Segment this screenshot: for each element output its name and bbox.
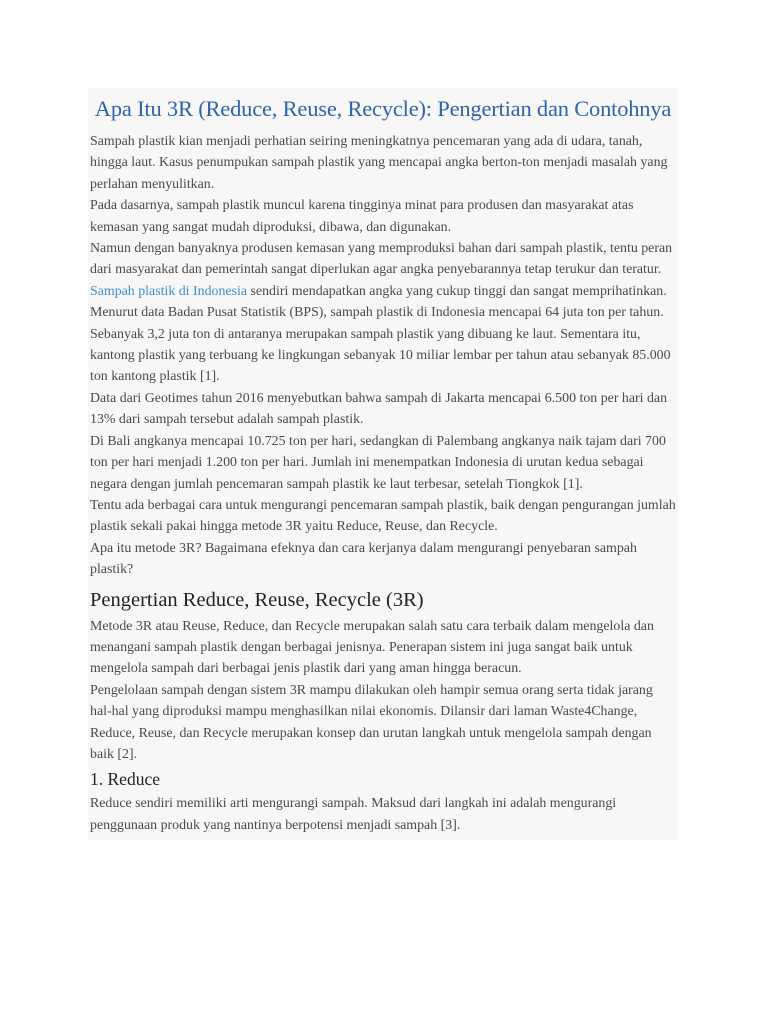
paragraph-subsection-1: Reduce sendiri memiliki arti mengurangi sampah. Maksud dari langkah ini adalah mengurangi penggunaan produk yang nantinya berpotensi menjadi sampah [3]. [90, 796, 617, 833]
section-heading: Pengertian Reduce, Reuse, Recycle (3R) [90, 588, 424, 611]
paragraph-body-2: Data dari Geotimes tahun 2016 menyebutkan bahwa sampah di Jakarta mencapai 6.500 ton per hari dan 13% dari sampah tersebut adalah sampah plastik. [90, 390, 668, 428]
paragraph-intro-2: Pada dasarnya, sampah plastik muncul karena tingginya minat para produsen dan masyarakat atas kemasan yang sangat mudah diproduksi, dibawa, dan digunakan. [90, 198, 634, 235]
paragraph-intro-1: Sampah plastik kian menjadi perhatian seiring meningkatnya pencemaran yang ada di udara, tanah, hingga laut. Kasus penumpukan sampah plastik yang mencapai angka berton-ton menjadi masalah yang perlahan menyulitkan. [90, 134, 668, 192]
paragraph-body-3: Di Bali angkanya mencapai 10.725 ton per hari, sedangkan di Palembang angkanya naik tajam dari 700 ton per hari menjadi 1.200 ton per hari. Jumlah ini menempatkan Indonesia di urutan kedua sebagai negara dengan jumlah pencemaran sampah plastik ke laut terbesar, setelah Tiongkok [1]. [90, 433, 666, 492]
paragraph-plastic-indonesia [90, 281, 676, 324]
paragraph-body-5: Apa itu metode 3R? Bagaimana efeknya dan cara kerjanya dalam mengurangi penyebaran sampah plastik? [90, 540, 637, 578]
link-sampah-plastik-indonesia[interactable]: Sampah plastik di Indonesia [90, 283, 248, 299]
paragraph-section-1: Metode 3R atau Reuse, Reduce, dan Recycle merupakan salah satu cara terbaik dalam mengelola dan menangani sampah plastik dengan berbagai jenisnya. Penerapan sistem ini juga sangat baik untuk mengelola sampah dari berbagai jenis plastik dari yang aman hingga beracun. [90, 618, 654, 677]
subsection-heading: 1. Reduce [90, 769, 160, 790]
article-title: Apa Itu 3R (Reduce, Reuse, Recycle): Pengertian dan Contohnya [94, 96, 672, 121]
paragraph-intro-3: Namun dengan banyaknya produsen kemasan yang memproduksi bahan dari sampah plastik, tentu peran dari masyarakat dan pemerintah sangat diperlukan agar angka penyebarannya tetap terukur dan teratur. [90, 241, 673, 278]
document-page [88, 88, 678, 840]
paragraph-plastic-indonesia-text: sendiri mendapatkan angka yang cukup tinggi dan sangat memprihatinkan. Menurut data Badan Pusat Statistik (BPS), sampah plastik di Indonesia mencapai 64 juta ton per tahun. [90, 283, 667, 321]
paragraph-body-1: Sebanyak 3,2 juta ton di antaranya merupakan sampah plastik yang dibuang ke laut. Sementara itu, kantong plastik yang terbuang ke lingkungan sebanyak 10 miliar lembar per tahun atau sebanyak 85.000 ton kantong plastik [1]. [90, 326, 671, 385]
paragraph-body-4: Tentu ada berbagai cara untuk mengurangi pencemaran sampah plastik, baik dengan pengurangan jumlah plastik sekali pakai hingga metode 3R yaitu Reduce, Reuse, dan Recycle. [90, 497, 676, 535]
paragraph-section-2: Pengelolaan sampah dengan sistem 3R mampu dilakukan oleh hampir semua orang serta tidak jarang hal-hal yang diproduksi mampu menghasilkan nilai ekonomis. Dilansir dari laman Waste4Change, Reduce, Reuse, dan Recycle merupakan konsep dan urutan langkah untuk mengelola sampah dengan baik [2]. [90, 682, 653, 762]
